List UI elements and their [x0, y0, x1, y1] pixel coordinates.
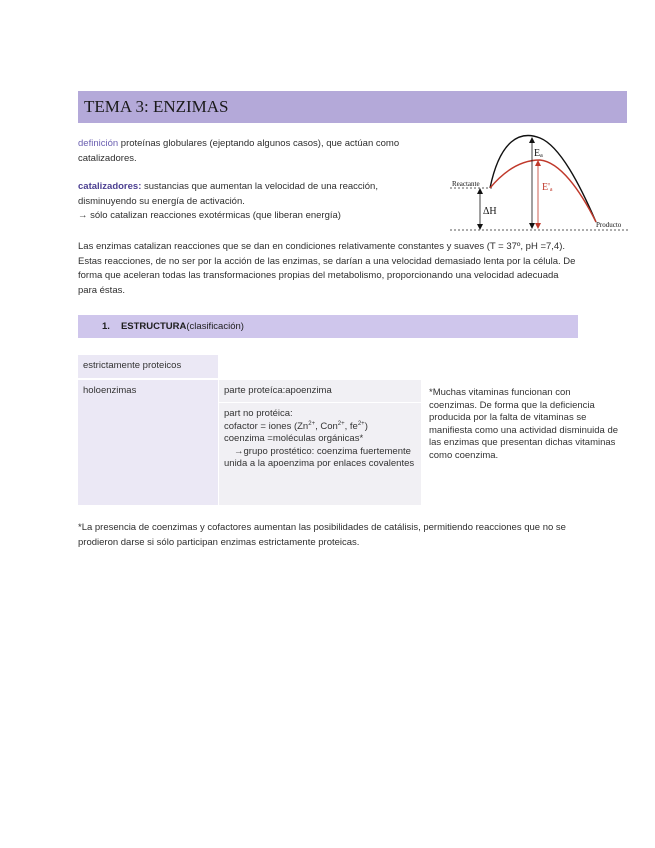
section-subtitle: (clasificación): [186, 321, 244, 332]
catalysts-paragraph: [78, 180, 438, 224]
catalysts-keyword: catalizadores:: [78, 181, 142, 192]
ea-prime-label: E'ₐ: [542, 182, 553, 193]
table-cell-apoenzyme: parte proteíca:apoenzima: [219, 380, 421, 402]
page-title-text: TEMA 3: ENZIMAS: [84, 97, 229, 116]
definition-text: proteínas globulares (ejeptando algunos casos), que actúan como catalizadores.: [78, 138, 400, 164]
table-cell-nonprotein-part: [219, 403, 421, 505]
energy-diagram: [450, 130, 635, 235]
ea-prime-arrow-head-bottom: [535, 223, 541, 229]
catalysts-text: sustancias que aumentan la velocidad de una reacción, disminuyendo su energía de activación.: [78, 181, 378, 207]
ea-arrow-head-bottom: [529, 223, 535, 229]
definition-keyword: definición: [78, 138, 119, 149]
intro-paragraph: Las enzimas catalizan reacciones que se dan en condiciones relativamente constantes y suaves (T = 37º, pH =7,4). Estas reacciones, de no ser por la acción de las enzimas, se darían a una velocidad demasiado lenta por la célula. De forma que aceleran todas las transformaciones propias del metabolismo, proporcionando una velocidad adecuada para éstas.: [78, 241, 576, 296]
ea-arrow-head-top: [529, 137, 535, 143]
delta-h-label: ΔH: [483, 206, 497, 217]
delta-h-arrow-head-top: [477, 188, 483, 194]
delta-h-arrow-head-bottom: [477, 224, 483, 230]
ea-prime-arrow-head-top: [535, 160, 541, 166]
definition-paragraph: [78, 137, 438, 166]
section-structure-header: [78, 315, 578, 338]
ea-label: Eₐ: [534, 148, 543, 159]
reactants-label: Reactante: [452, 180, 480, 188]
table-cell-pure-proteins: estrictamente proteicos: [78, 355, 218, 378]
nonprotein-label: part no protéica:: [224, 408, 293, 419]
prosthetic-group-line: →grupo prostético: coenzima fuertemente unida a la apoenzima por enlaces covalentes: [224, 445, 415, 469]
section-number: 1.: [102, 321, 110, 332]
page-title: [78, 91, 627, 123]
products-label: Producto: [596, 221, 622, 229]
cofactor-line: cofactor = iones ($Zn^{2+}$, Con$^{2+}$, $fe^{2+}$): [224, 420, 368, 432]
catalysts-note: → sólo catalizan reacciones exotérmicas (que liberan energía): [78, 210, 341, 221]
footnote: *La presencia de coenzimas y cofactores aumentan las posibilidades de catálisis, permitiendo reacciones que no se prodieron darse si sólo participan enzimas estrictamente proteicas.: [78, 522, 566, 548]
uncatalyzed-curve: [490, 136, 596, 222]
coenzyme-line: coenzima =moléculas orgánicas*: [224, 433, 364, 444]
vitamin-note: *Muchas vitaminas funcionan con coenzimas. De forma que la deficiencia producida por la falta de vitaminas se manifiesta como una actividad disminuida de las enzimas que presentan dichas vitaminas como coenzima.: [429, 387, 619, 461]
table-cell-holoenzymes: holoenzimas: [78, 380, 218, 505]
section-title: ESTRUCTURA: [120, 321, 187, 332]
